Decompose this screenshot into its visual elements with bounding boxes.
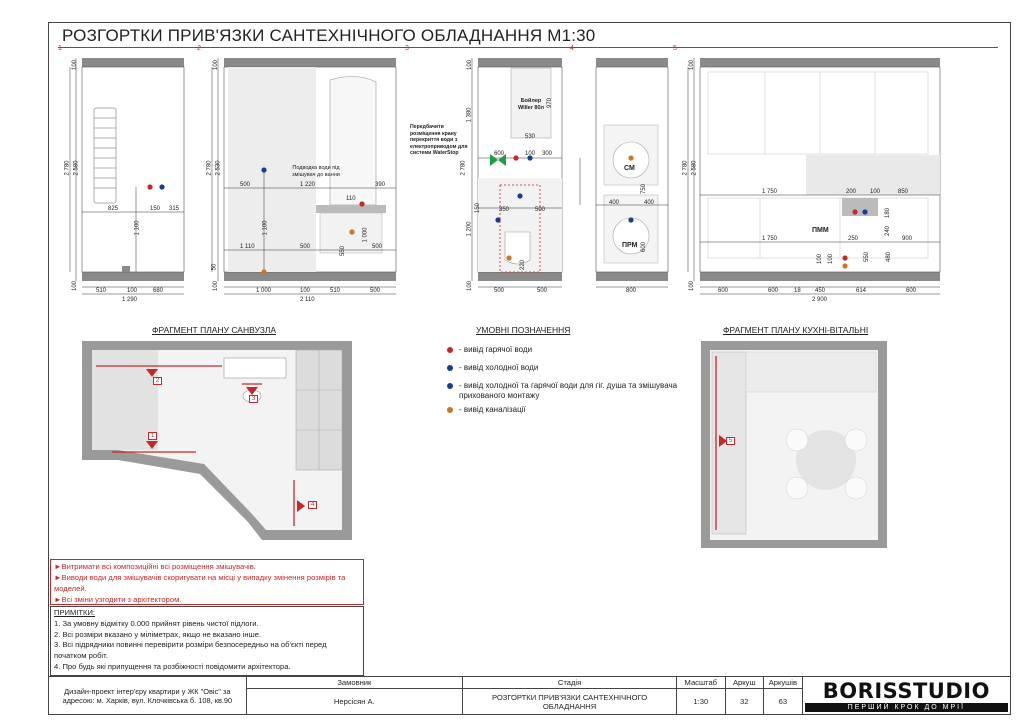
red-note-2: ►Виводи води для змішувачів скоригувати на місці у випадку змінення розмірів та моделей. — [54, 573, 346, 593]
legend-hot: - вивід гарячої води — [459, 345, 533, 354]
v3-dim-c: 300 — [542, 151, 553, 157]
v5-dim-bottom: 100 — [689, 280, 696, 292]
v1-dim-c: 315 — [169, 206, 180, 212]
tb-sheets-label: Аркушів — [763, 677, 802, 689]
v2-dim-total: 2 110 — [300, 297, 315, 303]
v5-dim-c: 480 — [886, 251, 893, 263]
brand-logo: BORISSTUDIO — [822, 679, 990, 703]
v2-dim-floor: 50 — [211, 263, 218, 271]
v3-dim-top: 100 — [467, 59, 474, 71]
v3-dim-height: 2 780 — [460, 160, 467, 176]
v3-dim-e: 500 — [535, 207, 546, 213]
v5-dim-d: 550 — [864, 251, 871, 263]
v2-dim-mixer-height: 1 100 — [262, 220, 269, 236]
view-number-3: 3 — [405, 45, 409, 52]
kitchen-plan-title: ФРАГМЕНТ ПЛАНУ КУХНІ-ВІТАЛЬНІ — [723, 325, 869, 335]
v2-mixer-note: Подводка води під змішувач до ванни — [292, 165, 340, 178]
brand-slogan: ПЕРШИЙ КРОК ДО МРІЇ — [805, 703, 1008, 712]
bath-marker-1: 1 — [148, 432, 157, 440]
v2-dim-i: 100 — [300, 288, 311, 294]
view-number-5: 5 — [673, 45, 677, 52]
v1-dim-height: 2 780 — [64, 160, 71, 176]
v3-dim-small: 150 — [475, 202, 482, 214]
v3-dim-bottom: 100 — [467, 280, 474, 292]
v5-dim-b: 240 — [885, 225, 892, 237]
v4-dim-d: 400 — [644, 200, 655, 206]
tb-customer-label: Замовник — [246, 677, 462, 689]
tb-sheet: 32 — [725, 689, 763, 715]
note-4: 4. Про будь які припущення та розбіжності повідомити архітектора. — [54, 661, 291, 671]
v5-dim-l: 250 — [848, 236, 859, 242]
v2-dim-h: 1 000 — [256, 288, 272, 294]
v1-dim-e: 100 — [127, 288, 138, 294]
note-2: 2. Всі розміри вказано у міліметрах, якщо не вказано інше. — [54, 629, 262, 639]
v5-dim-m: 900 — [902, 236, 913, 242]
v1-dim-bottom: 100 — [72, 280, 79, 292]
notes-heading: ПРИМІТКИ: — [54, 608, 96, 617]
v5-dim-j: 850 — [898, 189, 909, 195]
bath-plan-title: ФРАГМЕНТ ПЛАНУ САНВУЗЛА — [152, 325, 276, 335]
v3-dim-boiler-width: 530 — [525, 134, 536, 140]
v2-dim-f: 1 110 — [240, 244, 255, 250]
v5-dim-a: 180 — [885, 207, 892, 219]
legend-title: УМОВНІ ПОЗНАЧЕННЯ — [476, 325, 571, 335]
v3-waterstop-note: Передбачити розміщення крану перекриття води з електроприводом для системи WaterStop — [410, 124, 468, 156]
v5-dim-height-2: 2 580 — [691, 160, 698, 176]
legend-sewer-dot — [447, 407, 453, 413]
v5-label-dishwasher: ПММ — [812, 227, 829, 234]
bath-marker-2: 2 — [153, 377, 162, 385]
v5-dim-total: 2 900 — [812, 297, 828, 303]
title-block — [48, 676, 1011, 715]
v5-dim-s: 600 — [906, 288, 917, 294]
sheet-title: РОЗГОРТКИ ПРИВ'ЯЗКИ САНТЕХНІЧНОГО ОБЛАДНАННЯ М1:30 — [62, 26, 596, 45]
v4-label-dryer: ПРМ — [622, 242, 638, 249]
v1-dim-top: 100 — [72, 59, 79, 71]
v2-dim-height: 2 780 — [206, 160, 213, 176]
v3-dim-boiler-top: 1 380 — [466, 107, 473, 123]
v3-dim-sewer: 220 — [520, 259, 527, 271]
tb-stage-label: Стадія — [463, 677, 677, 689]
tb-project: Дизайн-проект інтер'єру квартири у ЖК "Овіс" за адресою: м. Харків, вул. Клочківська б. 108, кв.90 — [49, 677, 247, 715]
red-note-1: ►Витримати всі композиційні всі розміщення змішувачів. — [54, 562, 256, 571]
v3-dim-mid: 1 200 — [466, 221, 473, 237]
v5-dim-top: 100 — [689, 59, 696, 71]
v3-dim-g: 500 — [537, 288, 548, 294]
legend-mixed: - вивід холодної та гарячої води для гіг. душа та змішувача прихованого монтажу — [459, 381, 678, 400]
v3-dim-a: 600 — [494, 151, 505, 157]
legend-hot-dot — [447, 347, 453, 353]
tb-customer: Нерсісян А. — [246, 689, 462, 715]
tb-sheets: 63 — [763, 689, 802, 715]
view-number-2: 2 — [197, 45, 201, 52]
legend-cold-dot — [447, 365, 453, 371]
v2-dim-k: 500 — [370, 288, 381, 294]
v3-dim-b: 100 — [525, 151, 536, 157]
v2-dim-basin-outlet: 1 000 — [362, 227, 369, 243]
v2-dim-c: 390 — [375, 182, 386, 188]
v2-dim-j: 510 — [330, 288, 341, 294]
bath-marker-3: 3 — [249, 395, 258, 403]
v5-dim-e: 100 — [817, 253, 824, 265]
v4-dim-b: 600 — [641, 241, 648, 253]
legend-sewer: - вивід каналізації — [459, 405, 526, 414]
v4-dim-c: 400 — [609, 200, 620, 206]
tb-brand-cell — [802, 677, 1010, 715]
red-note-3: ►Всі зміни узгодити з архітектором. — [54, 595, 182, 604]
red-notes-box — [50, 559, 364, 605]
v3-boiler-label: Бойлер Willer 80л — [517, 98, 545, 111]
v5-dim-r: 614 — [856, 288, 867, 294]
v1-dim-b: 150 — [150, 206, 161, 212]
tb-scale-label: Масштаб — [677, 677, 725, 689]
tb-scale: 1:30 — [677, 689, 725, 715]
v2-dim-height-2: 2 530 — [215, 160, 222, 176]
view-number-1: 1 — [58, 45, 62, 52]
general-notes-box — [50, 606, 364, 676]
kitchen-marker-5: 5 — [726, 437, 735, 445]
v2-dim-g: 500 — [300, 244, 311, 250]
v5-dim-h: 200 — [846, 189, 857, 195]
v2-dim-basin-height: 550 — [340, 245, 347, 257]
v5-dim-k: 1 750 — [762, 236, 778, 242]
v2-dim-a: 500 — [240, 182, 251, 188]
v3-dim-boiler-height: 970 — [547, 97, 554, 109]
v3-dim-d: 350 — [499, 207, 510, 213]
v5-dim-f: 100 — [828, 253, 835, 265]
v4-dim-total: 800 — [626, 288, 637, 294]
v3-dim-f: 500 — [494, 288, 505, 294]
bath-marker-4: 4 — [308, 501, 317, 509]
legend-cold: - вивід холодної води — [459, 363, 539, 372]
v2-dim-b: 1 220 — [300, 182, 316, 188]
v4-dim-a: 750 — [641, 183, 648, 195]
tb-stage: РОЗГОРТКИ ПРИВ'ЯЗКИ САНТЕХНІЧНОГО ОБЛАДНАННЯ — [463, 689, 677, 715]
v1-dim-d: 510 — [96, 288, 107, 294]
note-3: 3. Всі підрядники повинні перевірити розміри безпосередньо на об'єкті перед початком робіт. — [54, 640, 327, 661]
v5-dim-n: 600 — [718, 288, 729, 294]
v1-dim-a: 825 — [108, 206, 119, 212]
view-number-4: 4 — [570, 45, 574, 52]
v5-dim-o: 600 — [768, 288, 779, 294]
v5-dim-p: 18 — [794, 288, 801, 294]
v2-dim-d: 110 — [346, 196, 356, 202]
v1-dim-height-2: 2 580 — [73, 160, 80, 176]
v4-label-washer: СМ — [624, 165, 635, 172]
v5-dim-height: 2 780 — [682, 160, 689, 176]
v5-dim-g: 1 750 — [762, 189, 778, 195]
v2-dim-bottom: 100 — [213, 280, 220, 292]
note-1: 1. За умовну відмітку 0.000 прийнят рівень чистої підлоги. — [54, 618, 259, 628]
v1-dim-outlet-height: 1 100 — [134, 220, 141, 236]
tb-sheet-label: Аркуш — [725, 677, 763, 689]
v5-dim-q: 450 — [815, 288, 826, 294]
v1-dim-total: 1 290 — [122, 297, 138, 303]
v5-dim-i: 100 — [870, 189, 881, 195]
legend-mixed-dot — [447, 383, 453, 389]
v1-dim-f: 680 — [153, 288, 164, 294]
v2-dim-top: 100 — [213, 59, 220, 71]
v2-dim-e: 500 — [372, 244, 383, 250]
